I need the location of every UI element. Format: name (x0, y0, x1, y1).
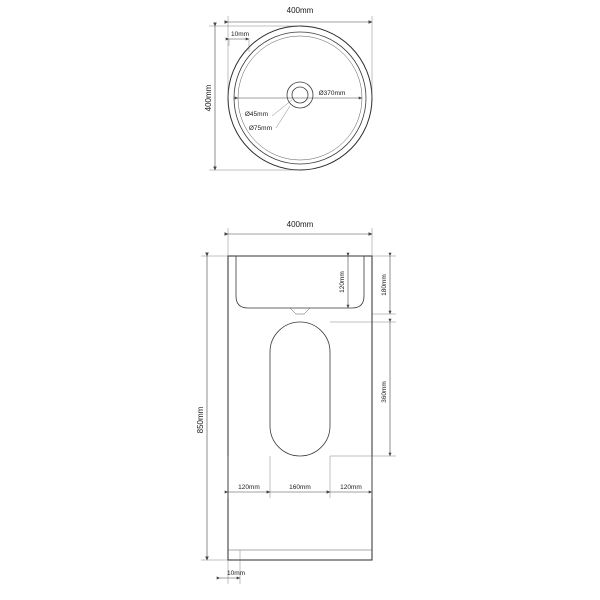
basin-top-label: 180mm (381, 274, 388, 296)
basin-depth-label: 120mm (339, 271, 346, 293)
front-view (196, 220, 396, 584)
base-thk-label: 10mm (226, 570, 246, 577)
front-body-outline (228, 256, 372, 560)
front-width-label: 400mm (286, 220, 314, 229)
top-width-label: 400mm (286, 6, 314, 15)
rim-label: 10mm (230, 31, 250, 38)
left-offset-label: 120mm (238, 484, 260, 491)
bowl-dia-label: Ø370mm (318, 90, 346, 97)
right-offset-label: 120mm (340, 484, 362, 491)
recess-height-label: 360mm (381, 381, 388, 403)
top-height-label: 400mm (204, 84, 213, 112)
total-height-label: 850mm (196, 406, 205, 434)
drain-large-label: Ø75mm (248, 125, 272, 132)
drain-small-label: Ø45mm (244, 111, 268, 118)
recess-width-label: 160mm (289, 484, 311, 491)
top-view (204, 6, 372, 170)
